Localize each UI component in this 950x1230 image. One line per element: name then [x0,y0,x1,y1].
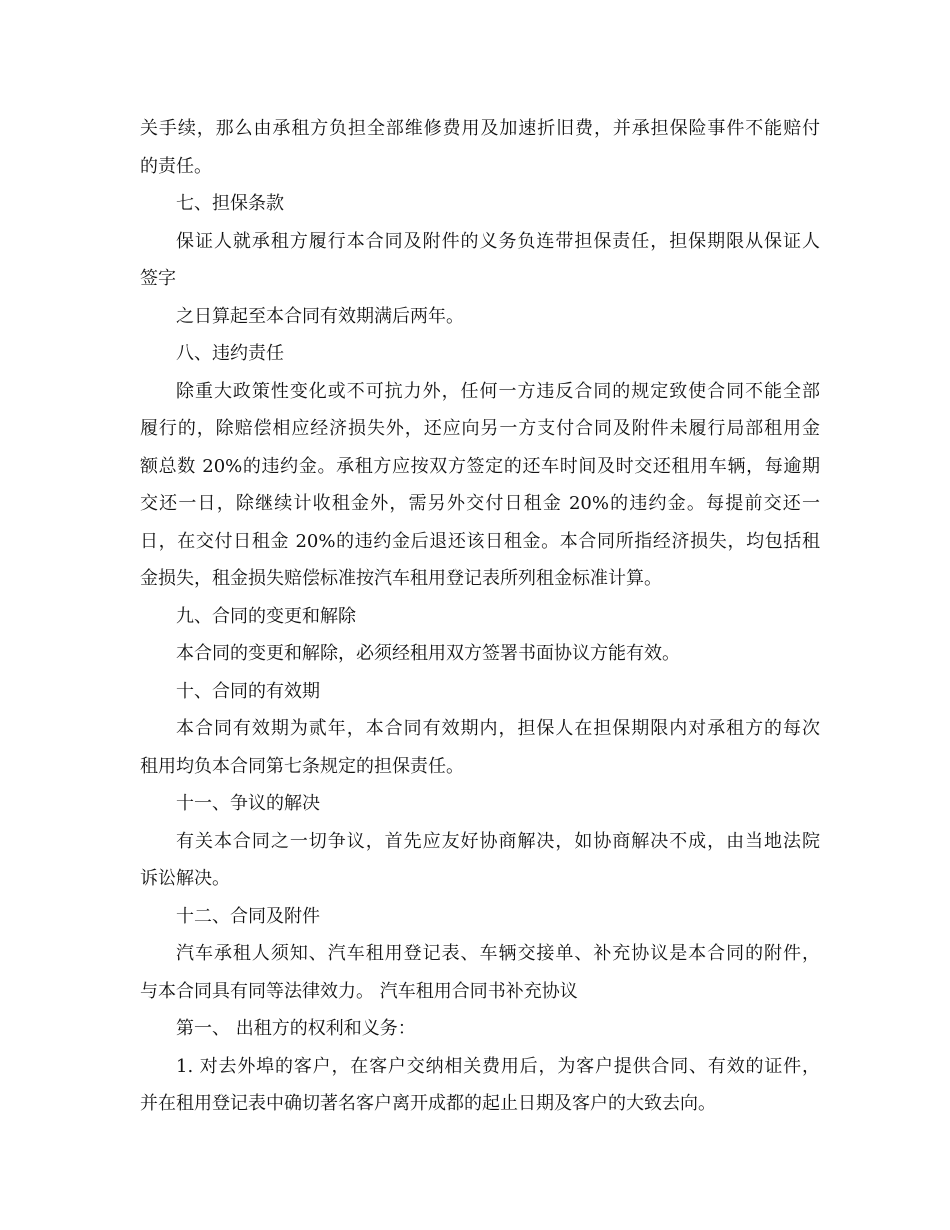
text-line: 本合同的变更和解除，必须经租用双方签署书面协议方能有效。 [176,643,680,664]
text-line: 的责任。 [140,156,212,177]
text-line: 本合同有效期为贰年，本合同有效期内，担保人在担保期限内对承租方的每次 [176,718,820,739]
section-heading: 十一、争议的解决 [176,793,320,814]
text-line: 保证人就承租方履行本合同及附件的义务负连带担保责任，担保期限从保证人 [176,231,820,252]
text-line: 履行的，除赔偿相应经济损失外，还应向另一方支付合同及附件未履行局部租用金 [140,418,820,439]
text-line: 关手续，那么由承租方负担全部维修费用及加速折旧费，并承担保险事件不能赔付 [140,118,820,139]
section-heading: 第一、 出租方的权利和义务： [176,1018,416,1039]
section-heading: 七、担保条款 [176,193,284,214]
text-line: 1. 对去外埠的客户，在客户交纳相关费用后，为客户提供合同、有效的证件， [176,1056,820,1077]
text-line: 租用均负本合同第七条规定的担保责任。 [140,756,464,777]
text-line: 金损失，租金损失赔偿标准按汽车租用登记表所列租金标准计算。 [140,568,662,589]
section-heading: 九、合同的变更和解除 [176,606,356,627]
text-line: 汽车承租人须知、汽车租用登记表、车辆交接单、补充协议是本合同的附件， [176,943,820,964]
text-line: 诉讼解决。 [140,868,230,889]
text-line: 之日算起至本合同有效期满后两年。 [176,306,464,327]
text-line: 日，在交付日租金 20%的违约金后退还该日租金。本合同所指经济损失，均包括租 [140,531,820,552]
text-line: 除重大政策性变化或不可抗力外，任何一方违反合同的规定致使合同不能全部 [176,381,820,402]
text-line: 额总数 20%的违约金。承租方应按双方签定的还车时间及时交还租用车辆，每逾期 [140,456,820,477]
text-line: 与本合同具有同等法律效力。 汽车租用合同书补充协议 [140,981,578,1002]
text-line: 签字 [140,268,176,289]
text-line: 并在租用登记表中确切著名客户离开成都的起止日期及客户的大致去向。 [140,1093,716,1114]
section-heading: 十二、合同及附件 [176,906,320,927]
text-line: 交还一日，除继续计收租金外，需另外交付日租金 20%的违约金。每提前交还一 [140,493,820,514]
section-heading: 八、违约责任 [176,343,284,364]
text-line: 有关本合同之一切争议，首先应友好协商解决，如协商解决不成，由当地法院 [176,831,820,852]
section-heading: 十、合同的有效期 [176,681,320,702]
